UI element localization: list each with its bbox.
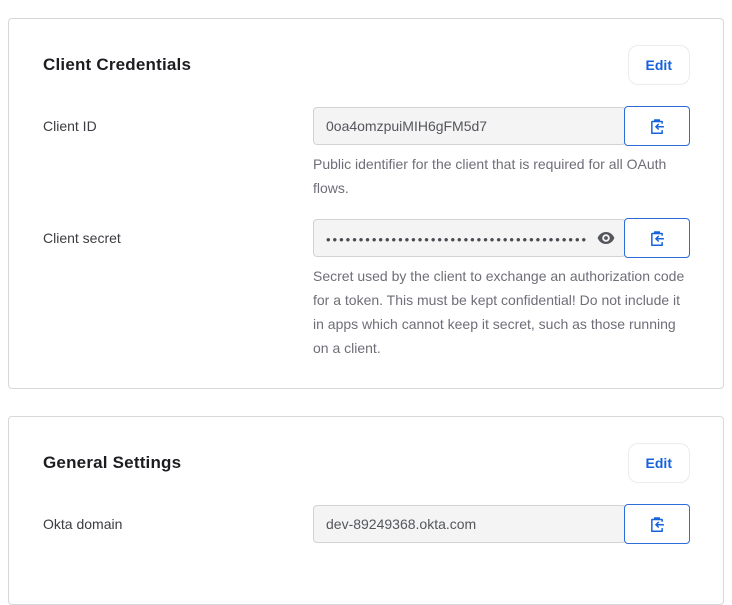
client-id-input-group (313, 107, 690, 146)
client-secret-input-group (313, 219, 690, 258)
copy-to-clipboard-icon (649, 118, 665, 134)
app-settings-page (0, 18, 732, 605)
client-credentials-title: Client Credentials (43, 55, 192, 74)
edit-general-settings-button[interactable]: Edit (628, 443, 690, 483)
general-settings-header (43, 443, 690, 483)
general-settings-card (8, 416, 724, 605)
copy-client-secret-button[interactable] (624, 218, 690, 258)
client-credentials-card (8, 18, 724, 389)
copy-to-clipboard-icon (649, 516, 665, 532)
okta-domain-input[interactable] (313, 505, 626, 543)
copy-to-clipboard-icon (649, 230, 665, 246)
general-settings-title: General Settings (43, 453, 182, 472)
client-id-control (313, 107, 690, 200)
client-id-label: Client ID (43, 118, 97, 134)
copy-client-id-button[interactable] (624, 106, 690, 146)
client-secret-masked-value: •••••••••••••••••••••••••••••••••••••••• (326, 233, 589, 246)
client-secret-input[interactable] (313, 219, 626, 257)
okta-domain-row (43, 505, 690, 544)
edit-client-credentials-button[interactable]: Edit (628, 45, 690, 85)
toggle-secret-visibility-button[interactable] (593, 230, 619, 246)
client-id-row (43, 107, 690, 200)
client-id-help: Public identifier for the client that is required for all OAuth flows. (313, 156, 667, 196)
okta-domain-label: Okta domain (43, 516, 123, 532)
client-credentials-header (43, 45, 690, 85)
copy-okta-domain-button[interactable] (624, 504, 690, 544)
client-secret-control (313, 219, 690, 360)
client-id-input[interactable] (313, 107, 626, 145)
client-secret-help: Secret used by the client to exchange an authorization code for a token. This must be kept confidential! Do not include it in apps which cannot keep it secret, such as those running on a client. (313, 268, 685, 356)
eye-icon (597, 232, 615, 244)
okta-domain-input-group (313, 505, 690, 544)
client-secret-label: Client secret (43, 230, 121, 246)
okta-domain-control (313, 505, 690, 544)
client-secret-row (43, 219, 690, 360)
